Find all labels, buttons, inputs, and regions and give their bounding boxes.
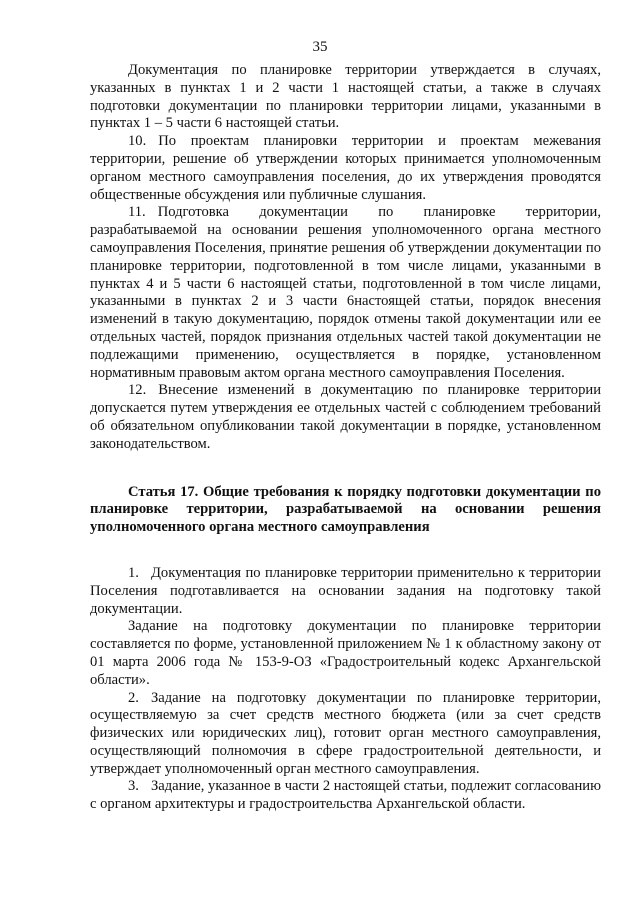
paragraph-text: Задание на подготовку документации по планировке территории, осуществляемую за счет средств местного бюджета (или за счет средств физических или юридических лиц), готовит орган местного самоуправления, осуществляющий полномочия в сфере градостроительной деятельности, и утверждает уполномоченный орган местного самоуправления. bbox=[90, 689, 601, 777]
paragraph-text: Подготовка документации по планировке территории, разрабатываемой на основании решения уполномоченного органа местного самоуправления Поселения, принятие решения об утверждении документации по планировке территории, подготовленной в том числе лицами, указанными в пунктах 4 и 5 части 6 настоящей статьи, подготовленной в том числе лицами, указанными в пунктах 2 и 3 части 6настоящей статьи, порядок внесения изменений в такую документацию, порядок отмены такой документации или ее отдельных частей, порядок признания отдельных частей такой документации не подлежащими применению, осуществляется в порядке, установленном нормативным правовым актом органа местного самоуправления Поселения. bbox=[90, 204, 601, 381]
paragraph-number: 10. bbox=[128, 133, 147, 150]
paragraph-12 bbox=[90, 382, 601, 453]
document-body bbox=[90, 62, 601, 814]
paragraph-text: Задание, указанное в части 2 настоящей статьи, подлежит согласованию с органом архитектуры и градостроительства Архангельской области. bbox=[90, 778, 601, 813]
paragraph-11 bbox=[90, 204, 601, 382]
paragraph-number: 2. bbox=[128, 689, 139, 706]
paragraph-text: Документация по планировке территории применительно к территории Поселения подготавливается на основании задания на подготовку такой документации. bbox=[90, 564, 601, 617]
paragraph-text: Внесение изменений в документацию по планировке территории допускается путем утверждения ее отдельных частей с соблюдением требований об обязательном опубликовании такой документации в порядке, установленном законодательством. bbox=[90, 382, 601, 452]
paragraph-10 bbox=[90, 133, 601, 204]
paragraph-1 bbox=[90, 565, 601, 618]
paragraph-number: 12. bbox=[128, 382, 147, 399]
paragraph-number: 11. bbox=[128, 204, 146, 221]
paragraph-9-continuation bbox=[90, 62, 601, 133]
paragraph-text: Документация по планировке территории утверждается в случаях, указанных в пунктах 1 и 2 части 1 настоящей статьи, а также в случаях подготовки документации по планировки территории лицами, указанными в пунктах 1 – 5 части 6 настоящей статьи. bbox=[90, 62, 601, 132]
page-number: 35 bbox=[312, 39, 328, 55]
paragraph-number: 3. bbox=[128, 778, 139, 795]
paragraph-number: 1. bbox=[128, 564, 139, 581]
article-heading: Статья 17. Общие требования к порядку подготовки документации по планировке территории, разрабатываемой на основании решения уполномоченного органа местного самоуправления bbox=[90, 483, 601, 536]
paragraph-3 bbox=[90, 778, 601, 814]
paragraph-1-continuation bbox=[90, 618, 601, 689]
paragraph-text: Задание на подготовку документации по планировке территории составляется по форме, установленной приложением № 1 к областному закону от 01 марта 2006 года № 153-9-ОЗ «Градостроительный кодекс Архангельской области». bbox=[90, 618, 601, 688]
paragraph-2 bbox=[90, 690, 601, 779]
paragraph-text: По проектам планировки территории и проектам межевания территории, решение об утверждении которых принимается уполномоченным органом местного самоуправления поселения, до их утверждения проводятся общественные обсуждения или публичные слушания. bbox=[90, 133, 601, 203]
